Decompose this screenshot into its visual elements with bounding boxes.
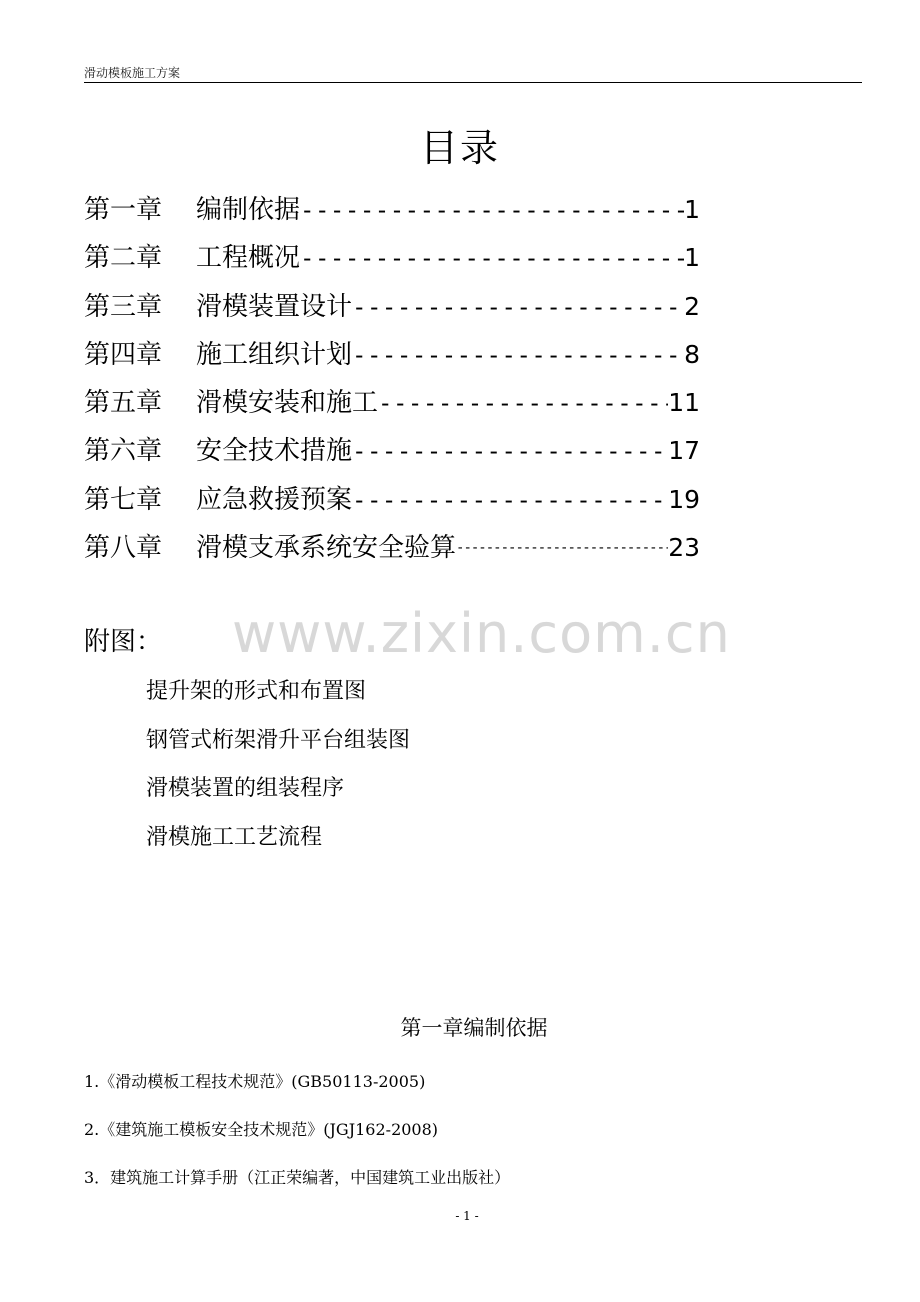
toc-leader (352, 427, 668, 475)
toc-leader (456, 524, 668, 572)
toc-leader (300, 186, 684, 234)
toc-chapter: 第五章 (84, 388, 163, 419)
toc-chapter: 第八章 (84, 533, 163, 564)
toc-chapter: 第二章 (84, 243, 163, 274)
toc-chapter-name: 滑模支承系统安全验算 (196, 533, 457, 564)
toc-entry[interactable] (84, 186, 700, 234)
toc-page-number: 8 (684, 339, 700, 369)
toc-page-number: 2 (684, 291, 700, 321)
toc-leader (378, 379, 668, 427)
toc-title: 目录 (419, 126, 500, 170)
toc-leader (352, 476, 668, 524)
toc-chapter: 第三章 (84, 291, 163, 322)
toc-chapter: 第四章 (84, 339, 163, 370)
toc-page-number: 11 (668, 388, 700, 418)
toc-chapter-name: 安全技术措施 (196, 436, 353, 467)
toc-entry[interactable] (84, 524, 700, 572)
toc-leader (300, 234, 684, 282)
toc-page-number: 1 (684, 243, 700, 273)
toc-entry[interactable] (84, 379, 700, 427)
appendix-item[interactable]: 提升架的形式和布置图 (146, 679, 367, 704)
toc-entry[interactable] (84, 476, 700, 524)
table-of-contents (84, 186, 700, 572)
running-header: 滑动模板施工方案 (84, 66, 862, 83)
toc-entry[interactable] (84, 427, 700, 475)
appendix-item[interactable]: 钢管式桁架滑升平台组装图 (146, 727, 411, 753)
toc-chapter-name: 施工组织计划 (196, 339, 353, 370)
page-number: - 1 - (455, 1209, 479, 1223)
chapter-heading: 第一章编制依据 (400, 1016, 548, 1040)
appendix-title: 附图： (84, 627, 163, 657)
toc-leader (352, 283, 684, 331)
toc-leader (352, 331, 684, 379)
appendix-item[interactable]: 滑模施工工艺流程 (146, 824, 323, 850)
reference-item: 3．建筑施工计算手册（江正荣编著，中国建筑工业出版社） (84, 1168, 511, 1187)
toc-page-number: 19 (668, 484, 700, 514)
appendix-item[interactable]: 滑模装置的组装程序 (146, 776, 345, 801)
toc-chapter: 第一章 (84, 195, 163, 225)
toc-chapter-name: 滑模安装和施工 (196, 388, 379, 419)
toc-chapter-name: 滑模装置设计 (196, 291, 353, 322)
reference-list (84, 1058, 510, 1202)
toc-chapter-name: 编制依据 (196, 195, 301, 225)
toc-entry[interactable] (84, 283, 700, 331)
reference-item: 1.《滑动模板工程技术规范》(GB50113-2005) (84, 1072, 426, 1091)
appendix-list (146, 668, 410, 862)
toc-chapter: 第七章 (84, 484, 163, 515)
toc-entry[interactable] (84, 331, 700, 379)
toc-page-number: 17 (668, 436, 700, 466)
toc-chapter: 第六章 (84, 436, 163, 467)
toc-page-number: 23 (668, 533, 700, 563)
watermark: www.zixin.com.cn (232, 602, 731, 665)
toc-page-number: 1 (684, 195, 700, 224)
toc-entry[interactable] (84, 234, 700, 282)
reference-item: 2.《建筑施工模板安全技术规范》(JGJ162-2008) (84, 1120, 439, 1139)
toc-chapter-name: 应急救援预案 (196, 484, 353, 515)
toc-chapter-name: 工程概况 (196, 243, 301, 274)
